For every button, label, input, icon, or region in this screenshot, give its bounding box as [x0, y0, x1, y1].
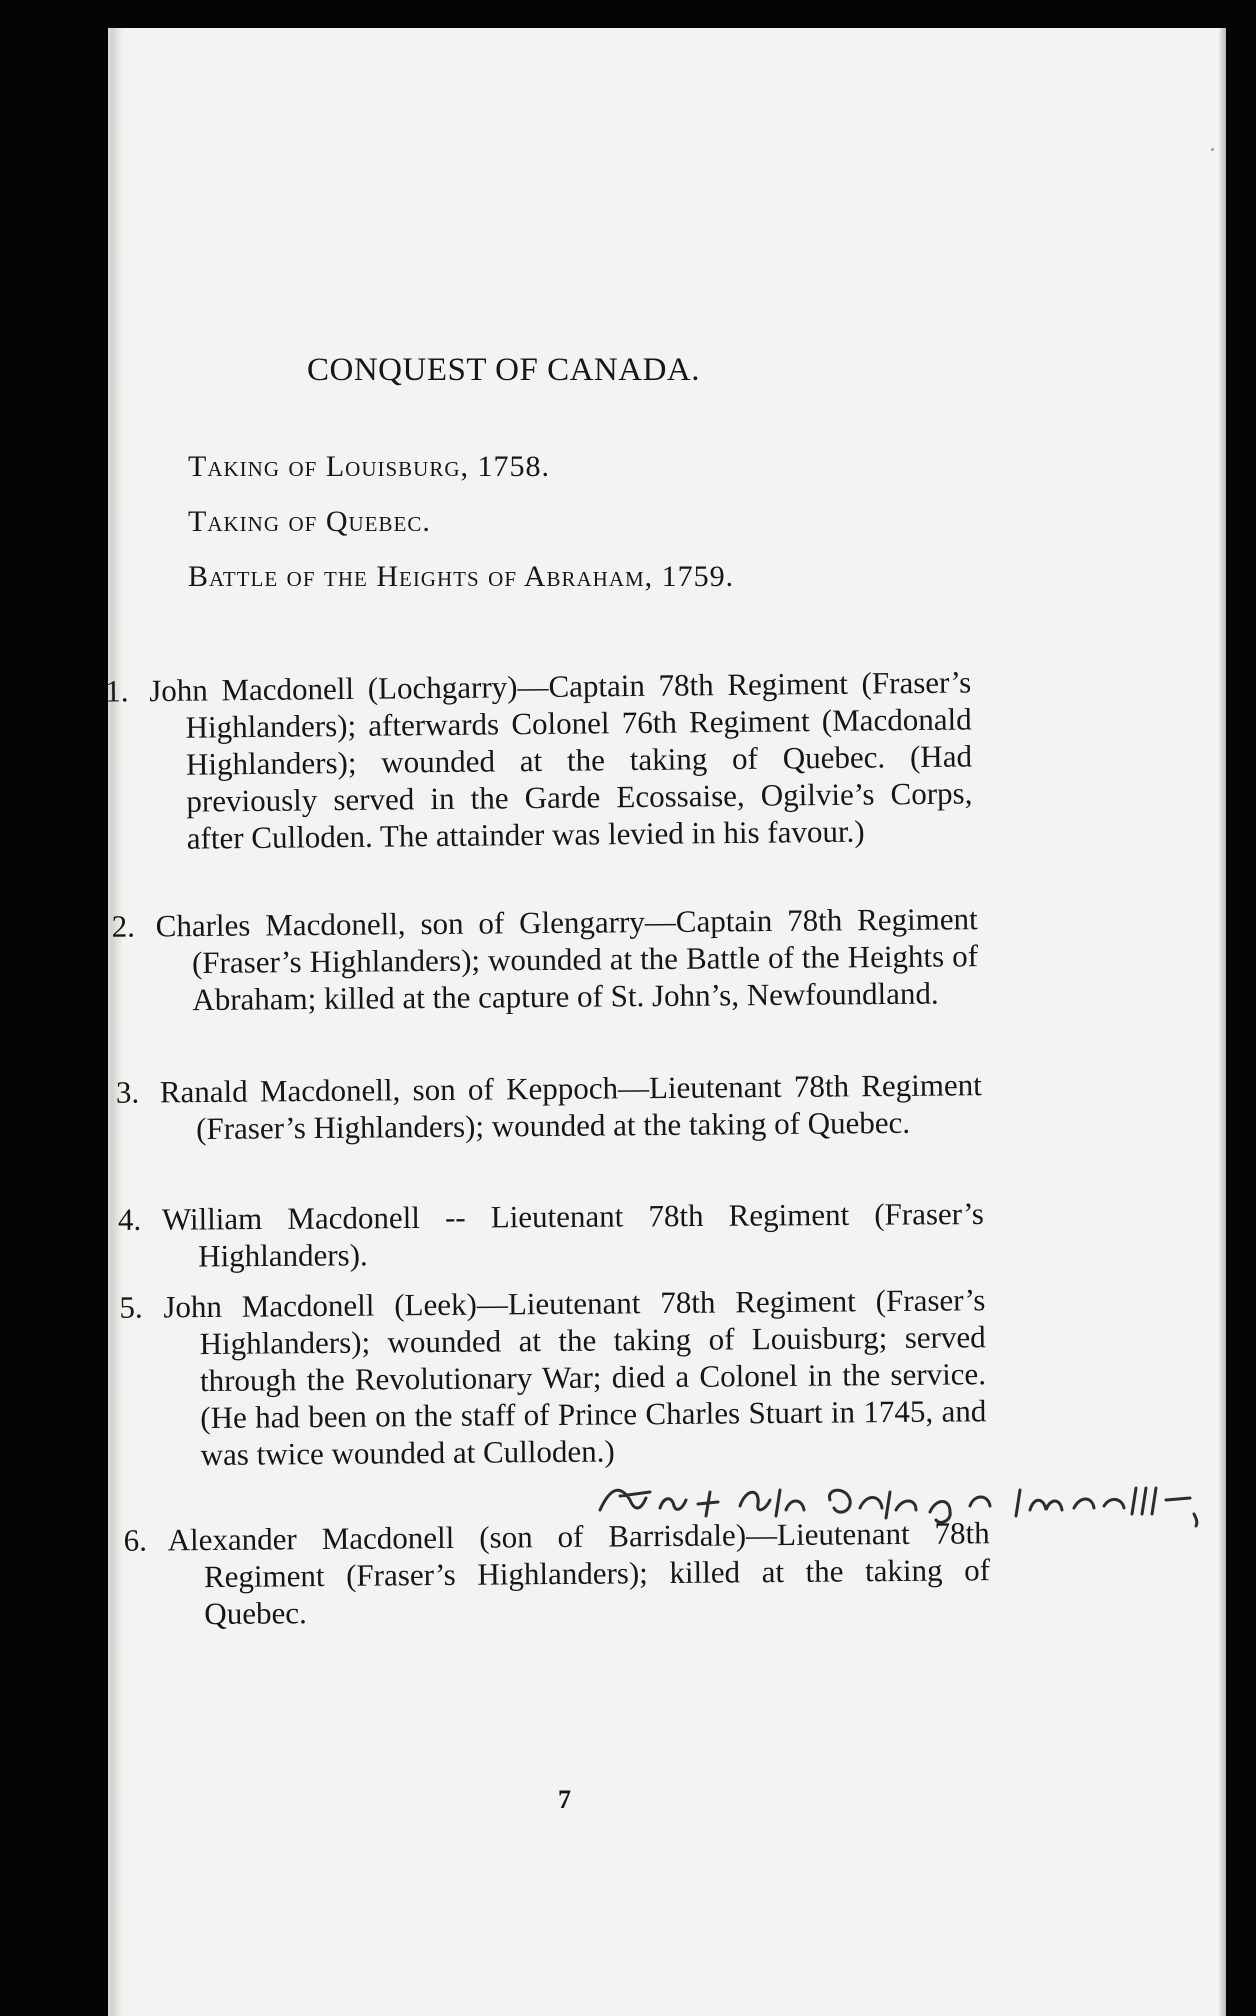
subheading-heights-of-abraham: Battle of the Heights of Abraham, 1759. [188, 560, 735, 593]
entry-number: 2. [111, 908, 136, 944]
entry-3 [116, 1066, 983, 1148]
paper-speck [1211, 148, 1214, 151]
entry-text: Alexander Macdonell (son of Barrisdale)—Lieutenant 78th Regiment (Fraser’s Highlanders); killed at the taking of Quebec. [167, 1515, 991, 1632]
page-number: 7 [558, 1785, 571, 1814]
entry-number: 5. [119, 1289, 143, 1325]
entry-number: 6. [123, 1522, 148, 1558]
entry-number: 4. [117, 1201, 142, 1238]
entry-5 [119, 1281, 987, 1474]
entry-2 [112, 900, 979, 1019]
page-gutter-shadow [111, 28, 123, 2016]
entry-4 [118, 1195, 984, 1275]
page-right-edge [1218, 28, 1226, 2016]
entry-number: 3. [115, 1074, 140, 1110]
book-page [108, 28, 1226, 2016]
page-title: CONQUEST OF CANADA. [307, 352, 701, 388]
entry-1 [105, 663, 973, 857]
entry-6 [124, 1514, 991, 1633]
entry-text: Ranald Macdonell, son of Keppoch—Lieutenant 78th Regiment (Fraser’s Highlanders); wounded at the taking of Quebec. [159, 1067, 982, 1147]
entry-text: William Macdonell -- Lieutenant 78th Regiment (Fraser’s Highlanders). [161, 1195, 984, 1274]
entry-text: John Macdonell (Lochgarry)—Captain 78th Regiment (Fraser’s Highlanders); afterwards Colonel 76th Regiment (Macdonald Highlanders); wounded at the taking of Quebec. (Had previously served in the Garde Ecossaise, Ogilvie’s Corps, after Culloden. The attainder was levied in his favour.) [149, 664, 973, 856]
subheading-quebec: Taking of Quebec. [188, 505, 431, 538]
entry-text: John Macdonell (Leek)—Lieutenant 78th Regiment (Fraser’s Highlanders); wounded at the taking of Louisburg; served through the Revolutionary War; died a Colonel in the service. (He had been on the staff of Prince Charles Stuart in 1745, and was twice wounded at Culloden.) [163, 1282, 987, 1473]
handwritten-annotation [590, 1470, 1230, 1530]
entry-text: Charles Macdonell, son of Glengarry—Captain 78th Regiment (Fraser’s Highlanders); wounded at the Battle of the Heights of Abraham; killed at the capture of St. John’s, Newfoundland. [155, 901, 979, 1018]
entry-number: 1. [105, 673, 129, 709]
subheading-louisburg: Taking of Louisburg, 1758. [188, 450, 550, 483]
